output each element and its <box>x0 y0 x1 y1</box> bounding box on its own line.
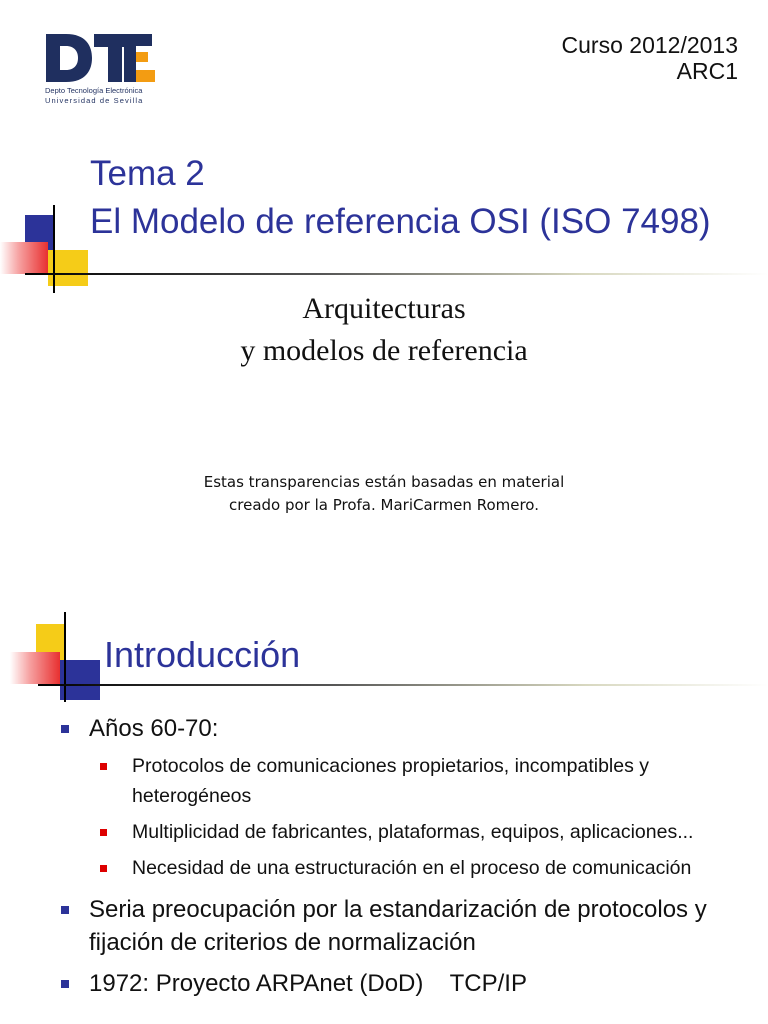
sub-bullet-item <box>60 751 760 811</box>
slide-title <box>90 150 711 246</box>
slide-subtitle <box>0 288 768 372</box>
blue-square <box>60 660 100 700</box>
subtitle-line2: y modelos de referencia <box>240 334 528 367</box>
credit-line2: creado por la Profa. MariCarmen Romero. <box>229 496 539 514</box>
bullet-item <box>60 893 760 959</box>
sub-bullet-marker <box>100 865 107 872</box>
bullet-marker <box>61 980 69 988</box>
slide-title-line2: El Modelo de referencia OSI (ISO 7498) <box>90 202 711 241</box>
sub-bullet-marker <box>100 829 107 836</box>
sub-bullet-item <box>60 817 760 847</box>
sub-bullet-text: Multiplicidad de fabricantes, plataformas, equipos, aplicaciones... <box>132 821 694 843</box>
sub-bullet-text: Necesidad de una estructuración en el proceso de comunicación <box>132 857 692 879</box>
intro-slide <box>0 560 768 1024</box>
vertical-line <box>53 205 55 293</box>
logo-caption-line1: Depto Tecnología Electrónica <box>45 86 143 95</box>
credit-line1: Estas transparencias están basadas en material <box>203 473 565 491</box>
course-info <box>562 32 738 84</box>
bullet-marker <box>61 725 69 733</box>
bullet-text: Años 60-70: <box>89 715 219 742</box>
dte-logo-mark <box>44 30 169 86</box>
sub-bullet-item <box>60 853 760 883</box>
horizontal-line <box>25 273 768 275</box>
bullet-text: 1972: Proyecto ARPAnet (DoD) TCP/IP <box>89 970 527 997</box>
bullet-text: Seria preocupación por la estandarización de protocolos y fijación de criterios de normalización <box>89 896 707 956</box>
bullet-list <box>60 712 760 1008</box>
bullet-marker <box>61 906 69 914</box>
bullet-item <box>60 712 760 883</box>
red-square <box>0 242 48 274</box>
red-square <box>10 652 60 684</box>
logo-caption-line2: Universidad de Sevilla <box>45 95 144 105</box>
credit-note <box>0 471 768 517</box>
vertical-line <box>64 612 66 702</box>
horizontal-line <box>38 684 768 686</box>
subtitle-line1: Arquitecturas <box>302 292 466 325</box>
slide-title-line1: Tema 2 <box>90 154 205 193</box>
sub-bullet-text: Protocolos de comunicaciones propietarios, incompatibles y heterogéneos <box>132 755 650 807</box>
intro-title: Introducción <box>104 634 301 675</box>
course-year: Curso 2012/2013 <box>561 32 738 58</box>
sub-bullet-list <box>60 751 760 883</box>
logo-caption <box>45 86 143 105</box>
bullet-item <box>60 967 760 1000</box>
course-code: ARC1 <box>676 58 738 84</box>
sub-bullet-marker <box>100 763 107 770</box>
